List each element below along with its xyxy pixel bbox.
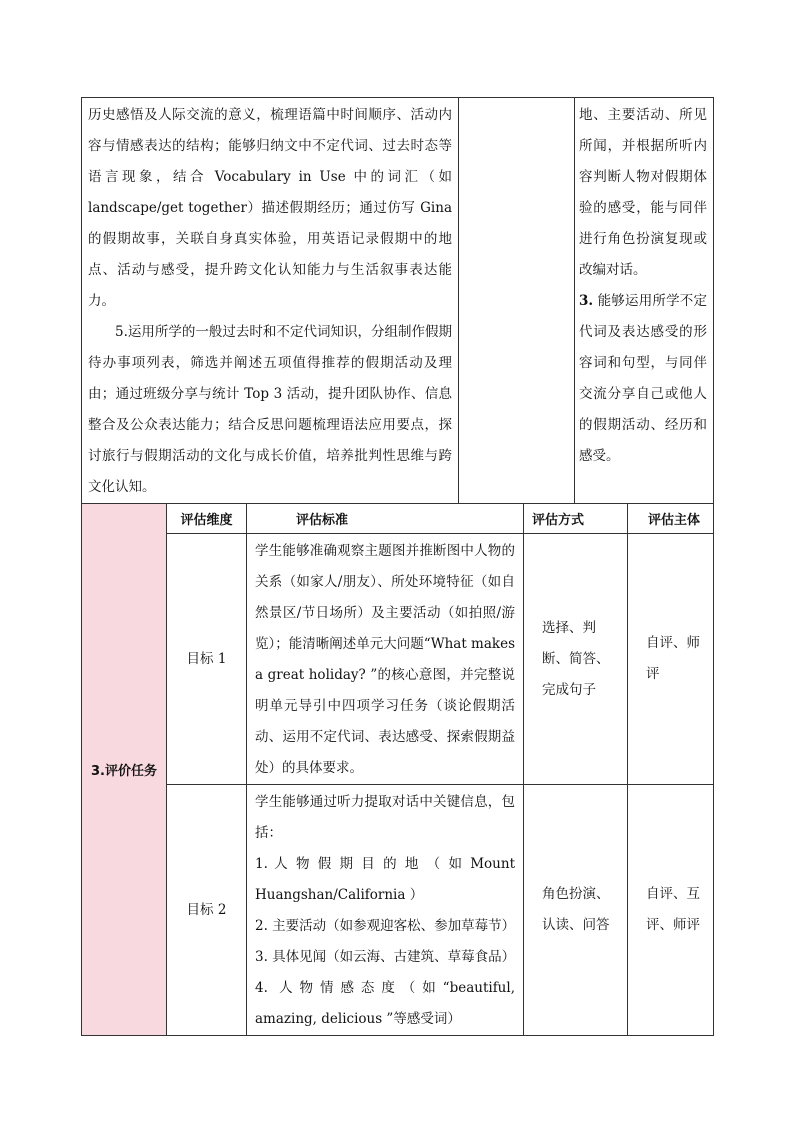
- row-1-standard: [247, 534, 524, 785]
- row-2-standard-item-2: 2. 主要活动（如参观迎客松、参加草莓节）: [255, 918, 516, 934]
- listening-objective-text: 地、主要活动、所见所闻，并根据所听内容判断人物对假期体验的感受，能与同伴进行角色扮演复现或改编对话。: [579, 107, 707, 278]
- row-2-standard-item-4: 4. 人物情感态度（如“beautiful, amazing, delicious ”等感受词）: [255, 980, 515, 1027]
- row-2-standard-item-1: 1. 人 物 假 期 目 的 地 （ 如 Mount Huangshan/California ）: [255, 856, 515, 903]
- row-1-method: 选择、判断、简答、完成句子: [524, 534, 628, 785]
- row-2-subject: 自评、互评、师评: [628, 785, 714, 1036]
- objectives-text-cell: [82, 98, 459, 504]
- row-2-standard-intro: 学生能够通过听力提取对话中关键信息，包括：: [255, 794, 515, 841]
- header-standard: 评估标准: [247, 504, 524, 534]
- speaking-objective-number: 3.: [579, 293, 594, 309]
- header-dimension: 评估维度: [167, 504, 247, 534]
- row-1-standard-text: 学生能够准确观察主题图并推断图中人物的关系（如家人/朋友）、所处环境特征（如自然景区/节日场所）及主要活动（如拍照/游览）；能清晰阐述单元大问题“What makes a great holiday? ”的核心意图，并完整说明单元导引中四项学习任务（谈论假期活动、运用不定代词、表达感受、探索假期益处）的具体要求。: [255, 543, 515, 776]
- empty-middle-cell: [459, 98, 575, 504]
- row-2-standard: [247, 785, 524, 1036]
- speaking-objective: [579, 286, 707, 472]
- evaluation-table: [81, 503, 714, 1036]
- evaluation-section-label: 3.评价任务: [82, 504, 167, 1036]
- objective-paragraph-4: 历史感悟及人际交流的意义，梳理语篇中时间顺序、活动内容与情感表达的结构；能够归纳文中不定代词、过去时态等语言现象，结合 Vocabulary in Use 中的词汇（如 landscape/get together）描述假期经历；通过仿写 Gina 的假期故事，关联自身真实体验，用英语记录假期中的地点、活动与感受，提升跨文化认知能力与生活叙事表达能力。: [88, 107, 452, 309]
- row-2-dimension: 目标 2: [167, 785, 247, 1036]
- objectives-table: [81, 97, 714, 504]
- row-1-dimension: 目标 1: [167, 534, 247, 785]
- row-1-subject: 自评、师评: [628, 534, 714, 785]
- document-page: [81, 97, 713, 1036]
- speaking-objective-text: 能够运用所学不定代词及表达感受的形容词和句型，与同伴交流分享自己或他人的假期活动、经历和感受。: [579, 293, 707, 464]
- listening-objectives-cell: [575, 98, 714, 504]
- header-method: 评估方式: [524, 504, 628, 534]
- row-2-standard-item-3: 3. 具体见闻（如云海、古建筑、草莓食品）: [255, 949, 516, 965]
- row-2-method: 角色扮演、认读、问答: [524, 785, 628, 1036]
- objective-paragraph-5: 5.运用所学的一般过去时和不定代词知识，分组制作假期待办事项列表，筛选并阐述五项值得推荐的假期活动及理由；通过班级分享与统计 Top 3 活动，提升团队协作、信息整合及公众表达能力；结合反思问题梳理语法应用要点，探讨旅行与假期活动的文化与成长价值，培养批判性思维与跨文化认知。: [88, 324, 452, 495]
- header-subject: 评估主体: [628, 504, 714, 534]
